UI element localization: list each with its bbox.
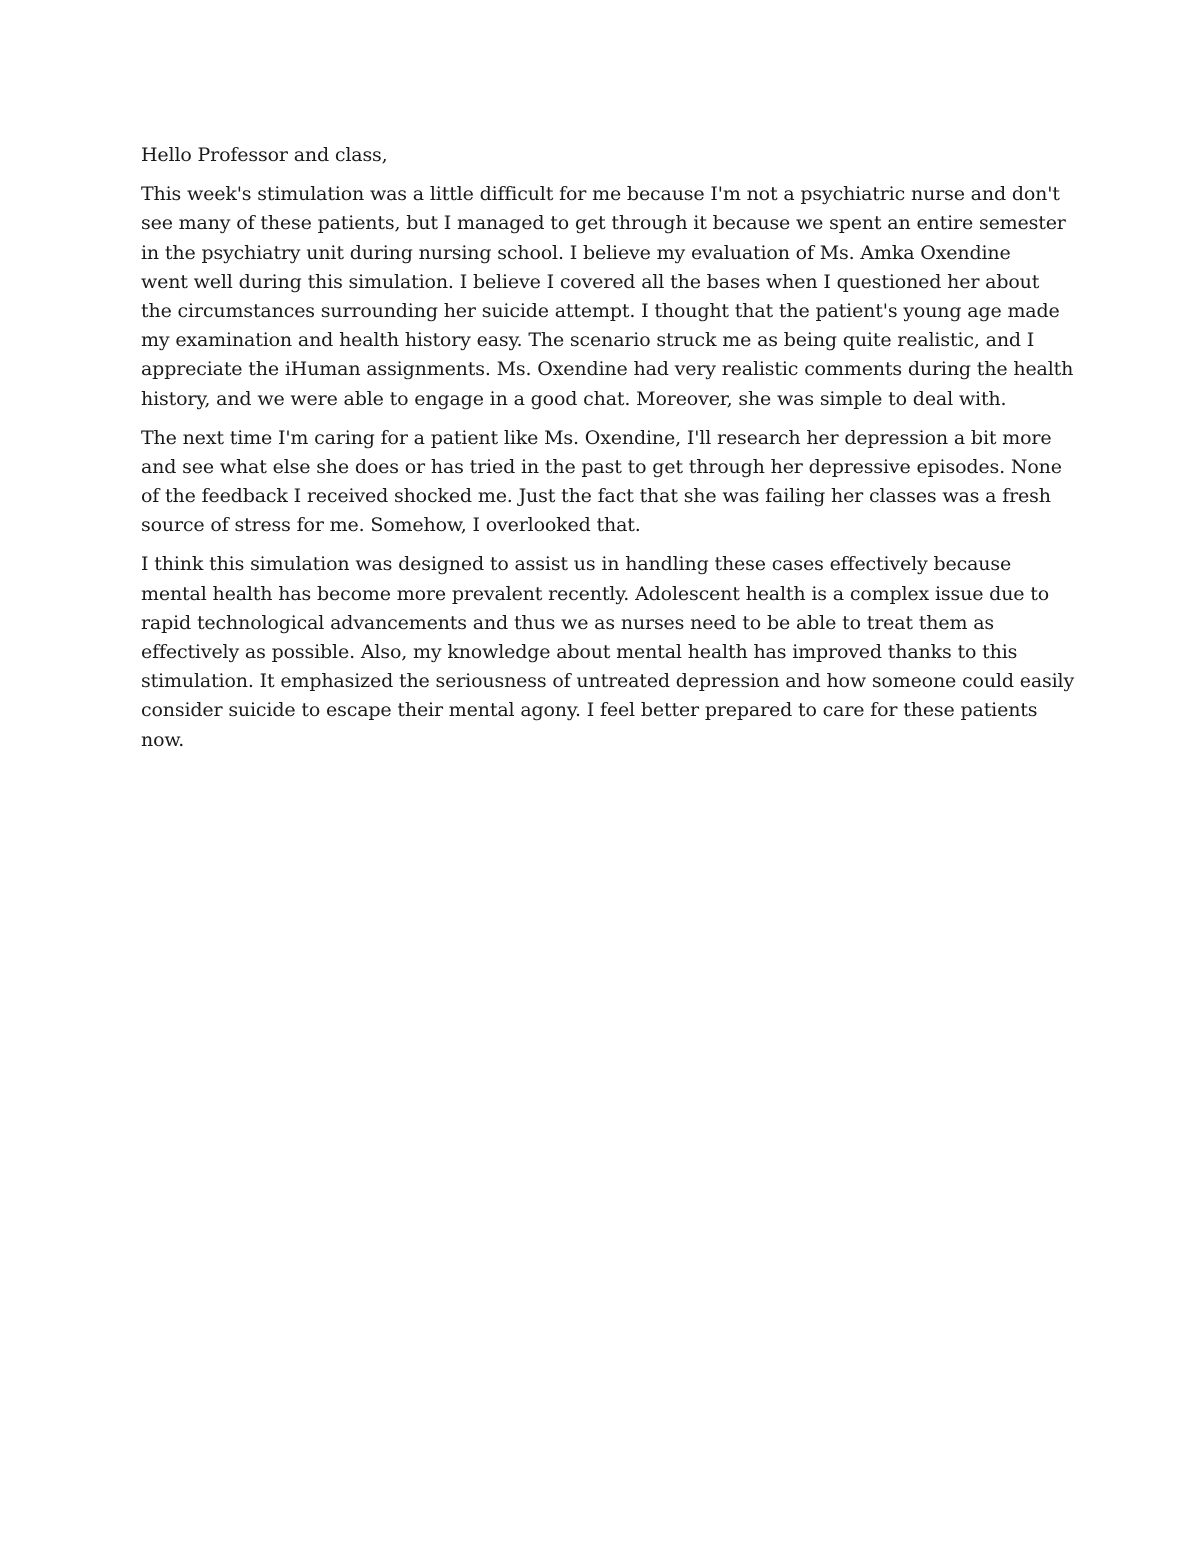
paragraph-line: my examination and health history easy. The scenario struck me as being quite realistic, and I <box>141 329 1035 352</box>
paragraph-line: went well during this simulation. I believe I covered all the bases when I questioned her about <box>141 270 1040 293</box>
paragraph-line: This week's stimulation was a little difficult for me because I'm not a psychiatric nurse and don't <box>141 183 1060 206</box>
paragraph-line: and see what else she does or has tried in the past to get through her depressive episodes. None <box>141 455 1062 478</box>
paragraph-line: appreciate the iHuman assignments. Ms. Oxendine had very realistic comments during the health <box>141 358 1074 381</box>
paragraph-line: mental health has become more prevalent recently. Adolescent health is a complex issue due to <box>141 582 1050 605</box>
paragraph-line: rapid technological advancements and thus we as nurses need to be able to treat them as <box>141 611 995 634</box>
greeting-line: Hello Professor and class, <box>141 144 388 166</box>
document-body <box>141 141 1075 765</box>
paragraph-line: consider suicide to escape their mental agony. I feel better prepared to care for these patients <box>141 699 1038 722</box>
paragraph-1 <box>141 180 1074 414</box>
paragraph-line: see many of these patients, but I managed to get through it because we spent an entire semester <box>141 212 1066 235</box>
paragraph-line: effectively as possible. Also, my knowledge about mental health has improved thanks to this <box>141 641 1018 663</box>
paragraph-2 <box>141 424 1067 541</box>
paragraph-line: in the psychiatry unit during nursing school. I believe my evaluation of Ms. Amka Oxendine <box>141 241 1011 264</box>
paragraph-line: I think this simulation was designed to assist us in handling these cases effectively because <box>141 553 1012 576</box>
paragraph-line: of the feedback I received shocked me. Just the fact that she was failing her classes was a fresh <box>141 485 1051 508</box>
paragraph-line: source of stress for me. Somehow, I overlooked that. <box>141 514 641 537</box>
paragraph-line: history, and we were able to engage in a good chat. Moreover, she was simple to deal with. <box>141 387 1007 410</box>
paragraph-line: The next time I'm caring for a patient like Ms. Oxendine, I'll research her depression a bit more <box>141 426 1052 449</box>
paragraph-line: the circumstances surrounding her suicide attempt. I thought that the patient's young age made <box>141 299 1060 322</box>
greeting-paragraph <box>141 141 1067 170</box>
paragraph-3 <box>141 550 1075 754</box>
paragraph-line: now. <box>141 728 185 751</box>
paragraph-line: stimulation. It emphasized the seriousness of untreated depression and how someone could easily <box>141 670 1075 693</box>
